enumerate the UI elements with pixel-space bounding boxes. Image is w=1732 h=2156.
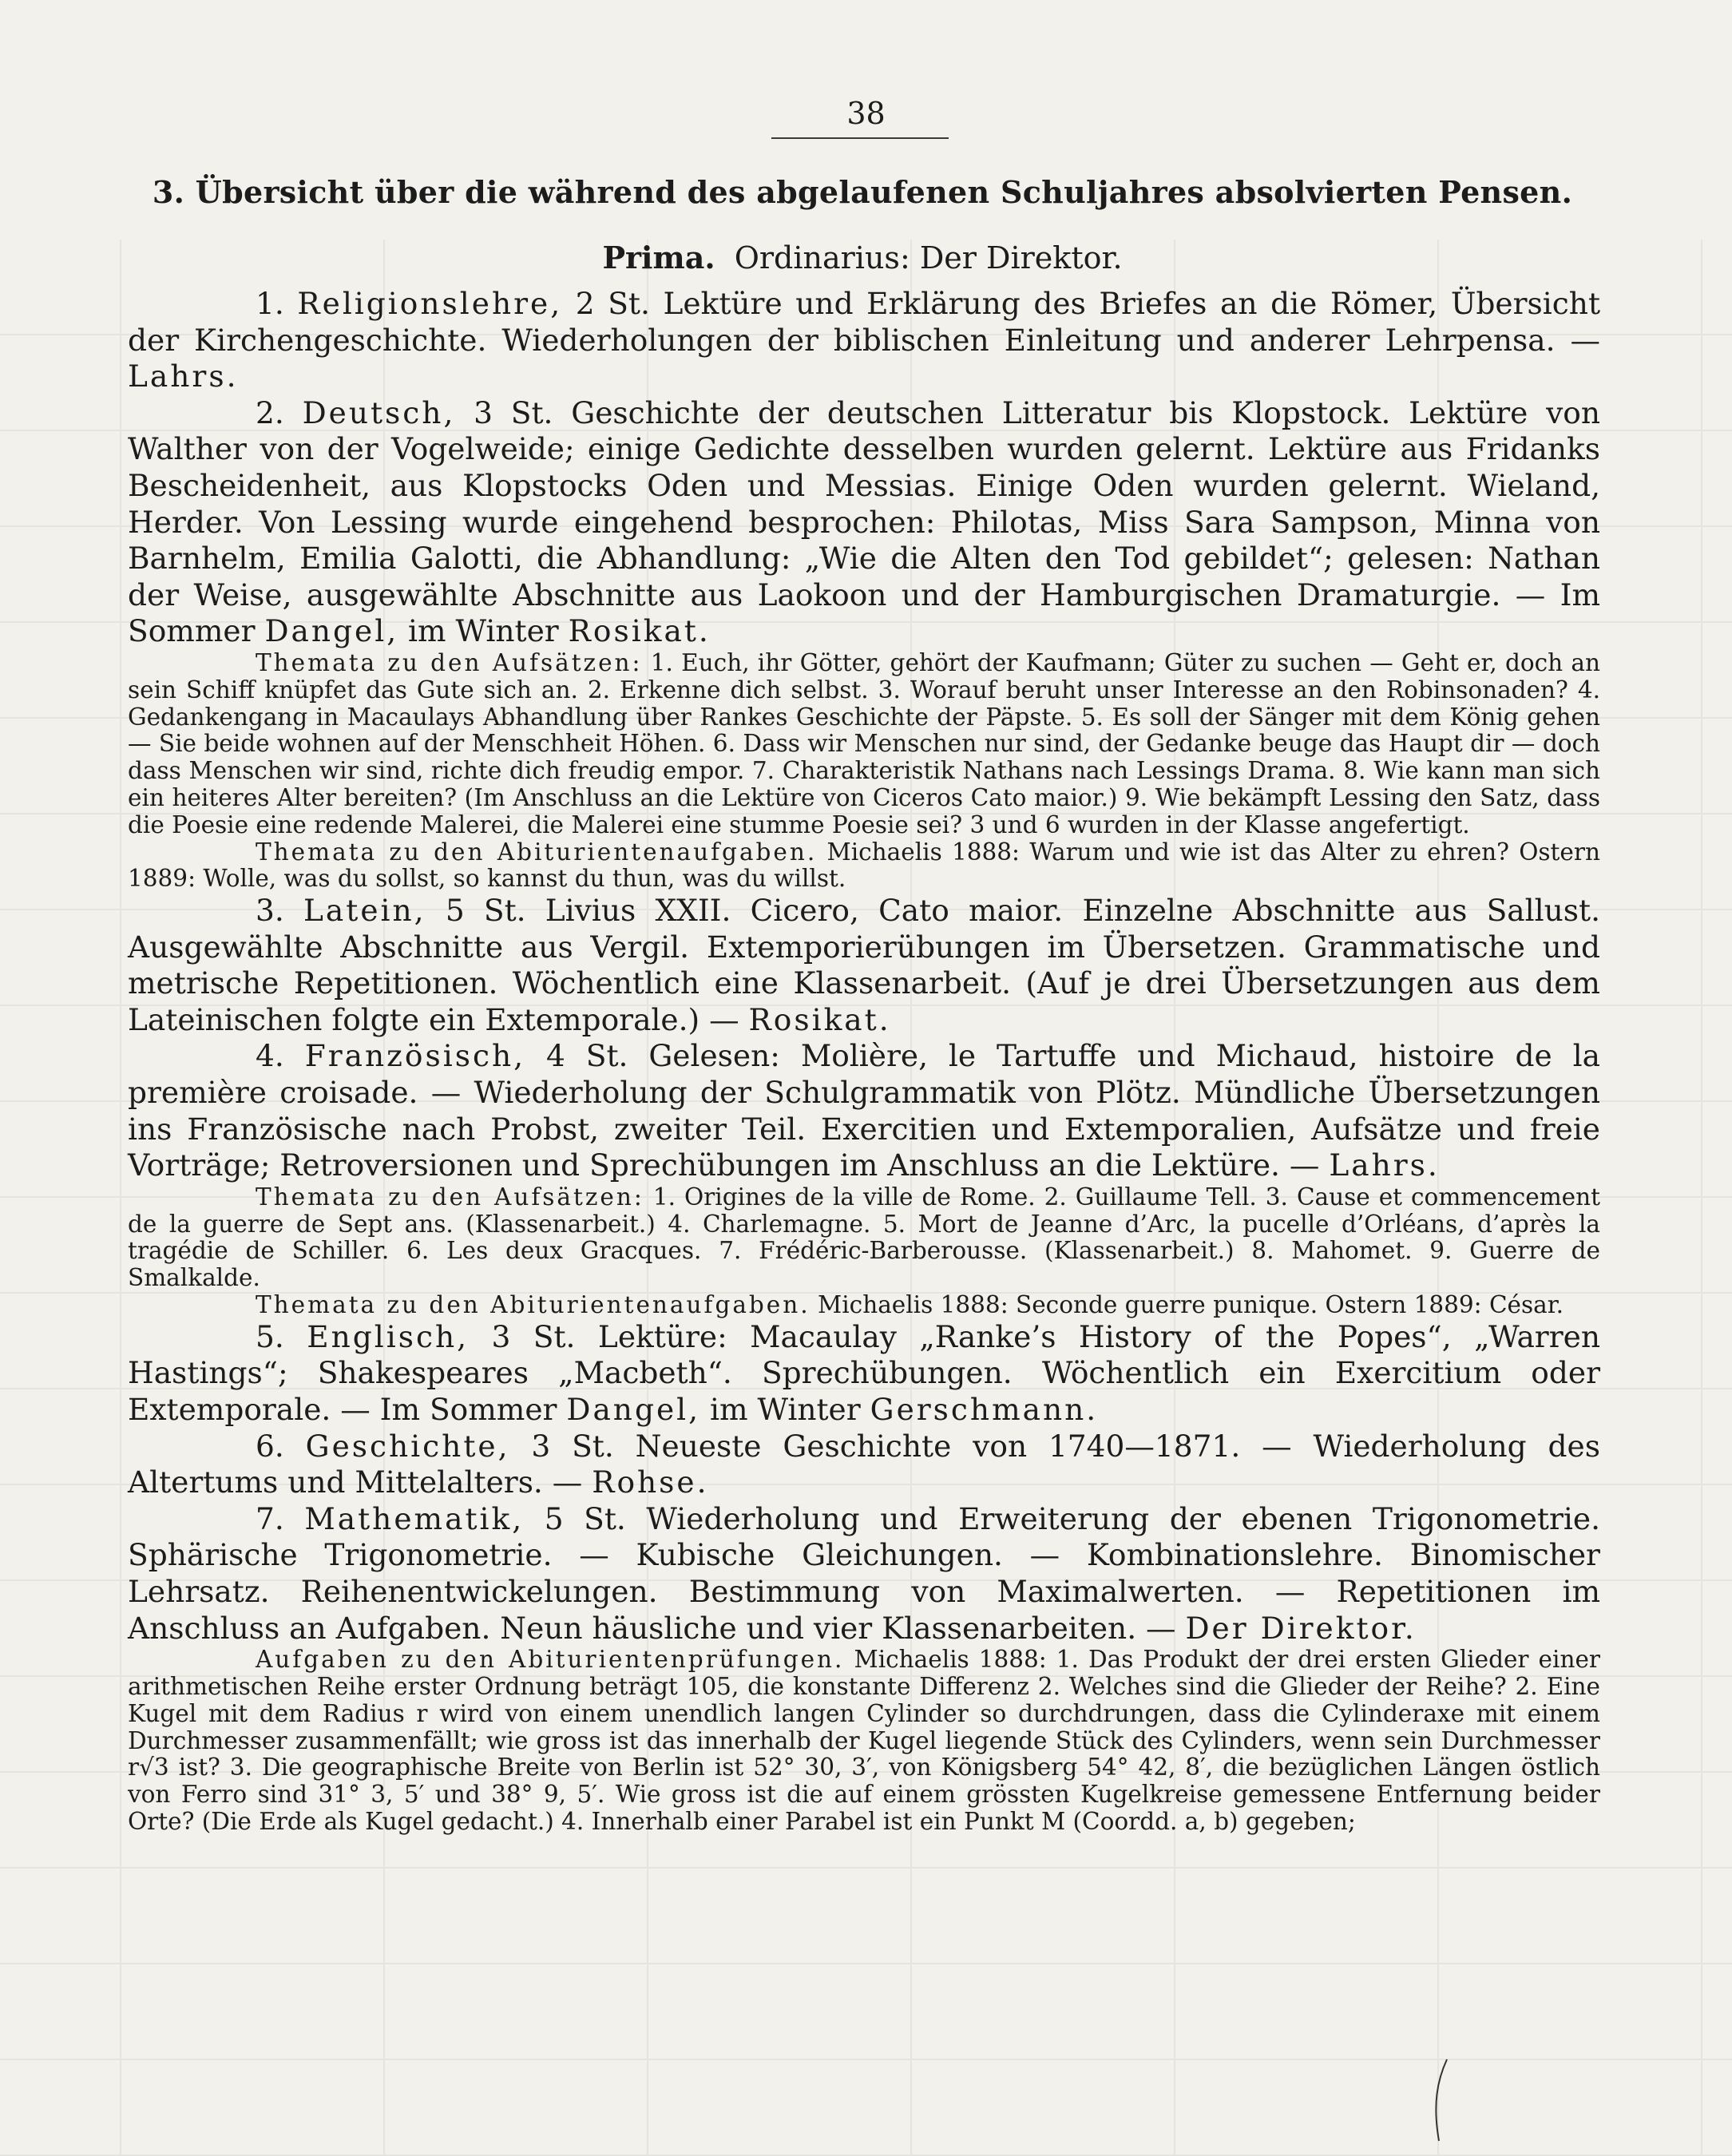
subject-text: 3 St. Neueste Geschichte von 1740—1871. — Wiederholung des Altertums und Mittelalters. — bbox=[128, 1428, 1600, 1500]
subject-teacher: Rohse. bbox=[592, 1464, 709, 1500]
subject-number: 7. bbox=[256, 1500, 284, 1536]
document-body bbox=[128, 286, 1600, 1836]
subject-franzoesisch bbox=[128, 1038, 1600, 1183]
subject-teacher: Lahrs. bbox=[1329, 1147, 1440, 1183]
note-label: Themata zu den Abiturientenaufgaben. bbox=[256, 838, 818, 866]
subject-name: Französisch, bbox=[304, 1038, 526, 1074]
subject-name: Latein, bbox=[303, 893, 426, 929]
subject-teacher: Dangel, bbox=[264, 613, 399, 649]
class-name: Prima. bbox=[602, 240, 715, 275]
subject-englisch bbox=[128, 1319, 1600, 1429]
subject-latein bbox=[128, 893, 1600, 1038]
subject-number: 2. bbox=[256, 394, 284, 430]
note-deutsch-abitur bbox=[128, 839, 1600, 894]
subject-number: 3. bbox=[256, 893, 284, 929]
subject-teacher: Gerschmann. bbox=[870, 1392, 1099, 1428]
subject-text: 2 St. Lektüre und Erklärung des Briefes an die Römer, Übersicht der Kirchengeschichte. Wiederholungen der biblischen Einleitung und anderer Lehrpensa. — bbox=[128, 286, 1601, 358]
subject-number: 4. bbox=[256, 1038, 284, 1074]
subject-teacher: Rosikat. bbox=[748, 1001, 891, 1037]
subject-number: 6. bbox=[256, 1428, 284, 1464]
note-franz-abitur bbox=[128, 1292, 1600, 1319]
class-ordinarius: Ordinarius: Der Direktor. bbox=[734, 240, 1123, 275]
subject-text: 3 St. Geschichte der deutschen Litteratur bis Klopstock. Lektüre von Walther von der Vogelweide; einige Gedichte desselben wurden gelernt. Lektüre aus Fridanks Bescheidenheit, aus Klopstocks Oden und Messias. Einige Oden wurden gelernt. Wieland, Herder. Von Lessing wurde eingehend besprochen: Philotas, Miss Sara Sampson, Minna von Barnhelm, Emilia Galotti, die Abhandlung: „Wie die Alten den Tod gebildet“; gelesen: Nathan der Weise, ausgewählte Abschnitte aus Laokoon und der Hamburgischen Dramaturgie. — Im Sommer bbox=[128, 394, 1600, 649]
subject-text-connector: im Winter bbox=[408, 613, 559, 649]
subject-name: Religionslehre, bbox=[297, 286, 563, 321]
note-text: Michaelis 1888: Seconde guerre punique. Ostern 1889: César. bbox=[818, 1291, 1564, 1319]
note-label: Themata zu den Aufsätzen: bbox=[256, 1183, 644, 1211]
subject-teacher: Der Direktor. bbox=[1185, 1610, 1417, 1646]
subject-text: 3 St. Lektüre: Macaulay „Ranke’s History of the Popes“, „Warren Hastings“; Shakespeares „Macbeth“. Sprechübungen. Wöchentlich ein Exercitium oder Extemporale. — Im Sommer bbox=[128, 1318, 1600, 1428]
note-label: Themata zu den Abiturientenaufgaben. bbox=[256, 1291, 811, 1319]
subject-number: 1. bbox=[256, 286, 284, 321]
subject-text: 5 St. Wiederholung und Erweiterung der ebenen Trigonometrie. Sphärische Trigonometrie. — Kubische Gleichungen. — Kombinationslehre. Binomischer Lehrsatz. Reihenentwickelungen. Bestimmung von Maximalwerten. — Repetitionen im Anschluss an Aufgaben. Neun häusliche und vier Klassenarbeiten. — bbox=[128, 1500, 1601, 1646]
note-math-abitur bbox=[128, 1647, 1600, 1836]
note-text: 1. Origines de la ville de Rome. 2. Guillaume Tell. 3. Cause et commencement de la guerre de Sept ans. (Klassenarbeit.) 4. Charlemagne. 5. Mort de Jeanne d’Arc, la pucelle d’Orléans, d’après la tragédie de Schiller. 6. Les deux Gracques. 7. Frédéric-Barberousse. (Klassenarbeit.) 8. Mahomet. 9. Guerre de Smalkalde. bbox=[128, 1183, 1600, 1292]
section-heading: 3. Übersicht über die während des abgelaufenen Schuljahres absolvierten Pensen. bbox=[152, 174, 1573, 210]
subject-religion bbox=[128, 286, 1600, 395]
note-label: Aufgaben zu den Abiturientenprüfungen. bbox=[256, 1646, 845, 1674]
subject-number: 5. bbox=[256, 1318, 284, 1354]
note-text: Michaelis 1888: 1. Das Produkt der drei ersten Glieder einer arithmetischen Reihe erster Ordnung beträgt 105, die konstante Differenz 2. Welches sind die Glieder der Reihe? 2. Eine Kugel mit dem Radius r wird von einem unendlich langen Cylinder so durchdrungen, dass die Cylinderaxe mit einem Durchmesser zusammenfällt; wie gross ist das innerhalb der Kugel liegende Stück des Cylinders, wenn sein Durchmesser r√3 ist? 3. Die geographische Breite von Berlin ist 52° 30, 3′, von Königsberg 54° 42, 8′, die bezüglichen Längen östlich von Ferro sind 31° 3, 5′ und 38° 9, 5′. Wie gross ist die auf einem grössten Kugelkreise gemessene Entfernung beider Orte? (Die Erde als Kugel gedacht.) 4. Innerhalb einer Parabel ist ein Punkt M (Coordd. a, b) gegeben; bbox=[128, 1646, 1600, 1835]
subject-geschichte bbox=[128, 1429, 1600, 1501]
subject-name: Mathematik, bbox=[304, 1500, 525, 1536]
subject-teacher: Rosikat. bbox=[568, 613, 711, 649]
note-text: Michaelis 1888: Warum und wie ist das Alter zu ehren? Ostern 1889: Wolle, was du sollst, so kannst du thun, was du willst. bbox=[128, 838, 1600, 893]
page-number: 38 bbox=[846, 96, 886, 131]
note-text: 1. Euch, ihr Götter, gehört der Kaufmann; Güter zu suchen — Geht er, doch an sein Schiff knüpfet das Gute sich an. 2. Erkenne dich selbst. 3. Worauf beruht unser Interesse an den Robinsonaden? 4. Gedankengang in Macaulays Abhandlung über Rankes Geschichte der Päpste. 5. Es soll der Sänger mit dem König gehen — Sie beide wohnen auf der Menschheit Höhen. 6. Dass wir Menschen nur sind, der Gedanke beuge das Haupt dir — doch dass Menschen wir sind, richte dich freudig empor. 7. Charakteristik Nathans nach Lessings Drama. 8. Wie kann man sich ein heiteres Alter bereiten? (Im Anschluss an die Lektüre von Ciceros Cato maior.) 9. Wie bekämpft Lessing den Satz, dass die Poesie eine redende Malerei, die Malerei eine stumme Poesie sei? 3 und 6 wurden in der Klasse angefertigt. bbox=[128, 648, 1600, 838]
note-label: Themata zu den Aufsätzen: bbox=[256, 648, 643, 676]
subject-teacher: Dangel, bbox=[566, 1392, 701, 1428]
subject-teacher: Lahrs. bbox=[128, 359, 239, 394]
subject-name: Geschichte, bbox=[305, 1428, 510, 1464]
class-header bbox=[128, 240, 1597, 275]
subject-text: 5 St. Livius XXII. Cicero, Cato maior. Einzelne Abschnitte aus Sallust. Ausgewählte Abschnitte aus Vergil. Extemporierübungen im Übersetzen. Grammatische und metrische Repetitionen. Wöchentlich eine Klassenarbeit. (Auf je drei Übersetzungen aus dem Lateinischen folgte ein Extemporale.) — bbox=[128, 893, 1601, 1037]
note-franz-aufsaetze bbox=[128, 1184, 1600, 1292]
page-number-rule bbox=[771, 137, 949, 139]
subject-deutsch bbox=[128, 395, 1600, 650]
subject-mathematik bbox=[128, 1501, 1600, 1647]
subject-name: Englisch, bbox=[307, 1318, 470, 1354]
note-deutsch-aufsaetze bbox=[128, 650, 1600, 839]
subject-text: 4 St. Gelesen: Molière, le Tartuffe und Michaud, histoire de la première croisade. — Wiederholung der Schulgrammatik von Plötz. Mündliche Übersetzungen ins Französische nach Probst, zweiter Teil. Exercitien und Extemporalien, Aufsätze und freie Vorträge; Retroversionen und Sprechübungen im Anschluss an die Lektüre. — bbox=[128, 1038, 1601, 1183]
pencil-mark-icon bbox=[1429, 2056, 1453, 2144]
subject-text-connector: im Winter bbox=[709, 1392, 861, 1428]
subject-name: Deutsch, bbox=[302, 394, 456, 430]
